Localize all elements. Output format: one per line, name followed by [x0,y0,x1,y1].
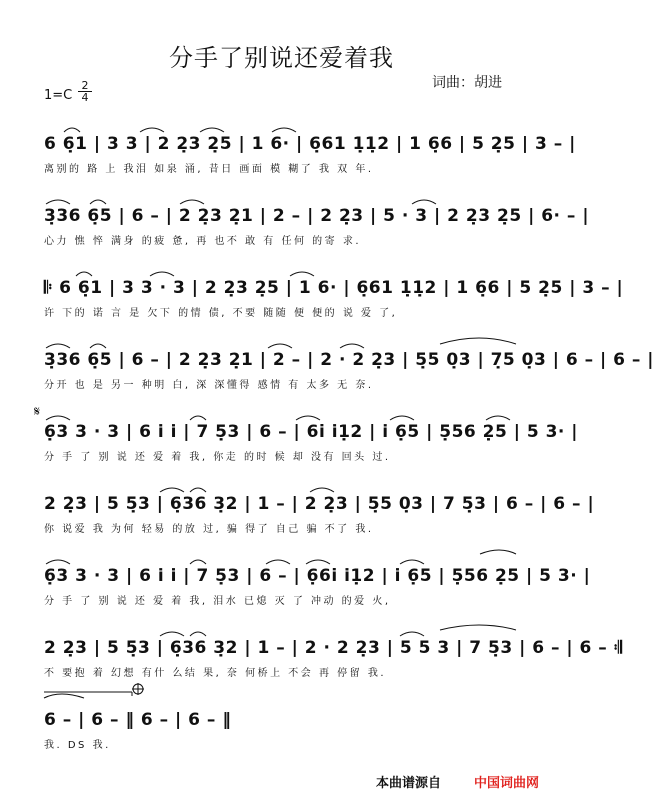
meter-bottom: 4 [81,91,89,104]
lyric-line: 不 要抱 着 幻想 有什 么结 果, 奈 何桥上 不会 再 停留 我. [44,668,387,679]
score-system-5 [34,398,579,468]
score-system-9 [40,686,520,756]
source-label: 本曲谱源自 [376,776,442,791]
score-system-4 [40,326,654,396]
notation-line: 6̣3 3 · 3 | 6 i̇ i̇ | 7 5̣3 | 6 – | 6i i̇1̣2 | i̇ 6̣5 | 5̣56 2̣5 | 5 3· | [44,422,579,442]
lyric-line: 分 手 了 别 说 还 爱 着 我, 你走 的时 候 却 没有 回头 过. [44,452,391,463]
score-system-6 [40,470,595,540]
score-system-1 [40,110,576,180]
segno-icon: 𝄋 [34,404,41,420]
lyric-line: 离别的 路 上 我泪 如泉 涌, 昔日 画面 模 糊了 我 双 年. [44,164,374,175]
time-signature [78,80,92,103]
lyric-line: 分 手 了 别 说 还 爱 着 我, 泪水 已熄 灭 了 冲动 的爱 火, [44,596,391,607]
score-system-2 [40,182,590,252]
meter-top: 2 [78,80,92,92]
composer-credit: 词曲：胡进 [432,75,502,91]
notation-line: 6 6̣1 | 3 3 | 2 2̣3 2̣5 | 1 6· | 6̣61 1̣1̣2 | 1 6̣6 | 5 2̣5 | 3 – | [44,134,576,154]
lyric-line: 你 说爱 我 为何 轻易 的放 过, 骗 得了 自己 骗 不了 我. [44,524,374,535]
notation-line: 3̣36 6̣5 | 6 – | 2 2̣3 2̣1 | 2 – | 2 · 2 2̣3 | 5̣5 0̣3 | 7̣5 0̣3 | 6 – | 6 – | [44,350,654,370]
lyric-line: 我. DS 我. [44,740,111,751]
score-system-7 [40,542,591,612]
notation-line: 𝄆 6 6̣1 | 3 3 · 3 | 2 2̣3 2̣5 | 1 6· | 6̣61 1̣1̣2 | 1 6̣6 | 5 2̣5 | 3 – | [44,278,624,298]
score-system-8 [40,614,623,684]
notation-line: 6̣3 3 · 3 | 6 i̇ i̇ | 7 5̣3 | 6 – | 6̣6i i̇1̣2 | i̇ 6̣5 | 5̣56 2̣5 | 5 3· | [44,566,591,586]
song-title: 分手了别说还爱着我 [169,44,394,72]
key-signature: 1=C [44,88,73,103]
lyric-line: 许 下的 诺 言 是 欠下 的情 债, 不要 随随 便 便的 说 爱 了, [44,308,398,319]
notation-line: 2 2̣3 | 5 5̣3 | 6̣36 3̣2 | 1 – | 2 2̣3 | 5̣5 0̣3 | 7 5̣3 | 6 – | 6 – | [44,494,595,514]
lyric-line: 心力 憔 悴 满身 的疲 惫, 再 也不 敢 有 任何 的寄 求. [44,236,362,247]
notation-line: 2 2̣3 | 5 5̣3 | 6̣36 3̣2 | 1 – | 2 · 2 2̣3 | 5 5 3 | 7 5̣3 | 6 – | 6 – 𝄇 [44,638,623,658]
lyric-line: 分开 也 是 另一 种明 白, 深 深懂得 感情 有 太多 无 奈. [44,380,374,391]
notation-line: 6 – | 6 – ‖ 6 – | 6 – ‖ [44,710,232,730]
score-system-3 [40,254,624,324]
notation-line: 3̣36 6̣5 | 6 – | 2 2̣3 2̣1 | 2 – | 2 2̣3 | 5 · 3 | 2 2̣3 2̣5 | 6· – | [44,206,590,226]
site-name-link[interactable]: 中国词曲网 [474,776,540,791]
